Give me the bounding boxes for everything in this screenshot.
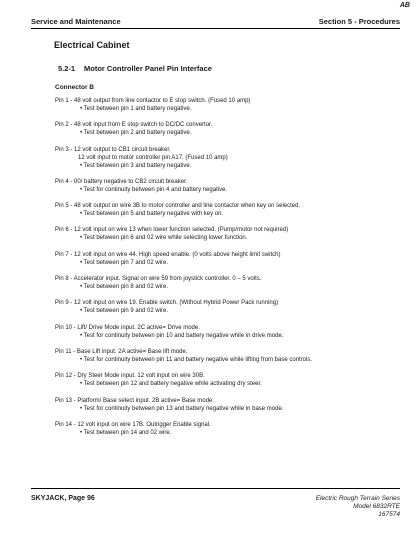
pin-entry [55, 348, 407, 364]
page-header [31, 17, 400, 26]
bullet-icon: • [80, 162, 84, 169]
bullet-icon: • [80, 130, 84, 137]
pin-entry [55, 178, 407, 194]
test-instruction-text: Test between pin 5 and battery negative with key on. [83, 211, 224, 218]
pin-test-instruction [55, 405, 407, 413]
test-instruction-text: Test between pin 8 and 02 wire. [83, 284, 169, 291]
pin-entry [55, 146, 407, 170]
test-instruction-text: Test between pin 2 and battery negative. [83, 130, 192, 137]
pin-test-instruction [55, 186, 407, 194]
test-instruction-text: Test for continuity between pin 4 and battery negative. [83, 186, 228, 193]
pin-entry [55, 97, 407, 113]
page-title: Electrical Cabinet [54, 40, 130, 50]
pin-description: Pin 12 - Dry Steer Mode input. 12 volt input on wire 30B. [55, 373, 205, 380]
test-instruction-text: Test between pin 12 and battery negative while activating dry steer. [83, 381, 262, 388]
test-instruction-text: Test between pin 7 and 02 wire. [83, 259, 169, 266]
pin-entry [55, 226, 407, 242]
subsection-heading [58, 64, 212, 73]
pin-description: Pin 2 - 48 volt input from E stop switch to DC/DC convertor. [55, 122, 213, 129]
footer-model-info [316, 495, 400, 519]
pin-test-instruction [55, 307, 407, 315]
pin-description: Pin 13 - Platform/ Base select input. 2B active= Base mode. [55, 397, 214, 404]
pin-test-instruction [55, 380, 407, 388]
test-instruction-text: Test between pin 6 and 02 wire while selecting lower function. [83, 235, 248, 242]
bullet-icon: • [80, 259, 84, 266]
bullet-icon: • [80, 211, 84, 218]
test-instruction-text: Test between pin 3 and battery negative. [83, 162, 192, 169]
pin-entry [55, 121, 407, 137]
pin-description: Pin 7 - 12 volt input on wire 44. High speed enable. (0 volts above height limit switch) [55, 251, 281, 258]
bullet-icon: • [80, 381, 84, 388]
bullet-icon: • [80, 356, 84, 363]
pin-description: Pin 11 - Base Lift input. 2A active= Base lift mode. [55, 348, 188, 355]
pin-entry [55, 299, 407, 315]
pin-entry [55, 251, 407, 267]
footer-doc-number: 167574 [378, 511, 400, 518]
footer-series: Electric Rough Terrain Series [315, 495, 400, 502]
pin-entry [55, 397, 407, 413]
pin-description: Pin 3 - 12 volt output to CB1 circuit breaker. [55, 146, 171, 153]
pin-test-instruction [55, 259, 407, 267]
test-instruction-text: Test between pin 1 and battery negative. [83, 106, 192, 112]
pin-description-continued: 12 volt input to motor controller pin A17. (Fused 10 amp) [78, 154, 228, 161]
pin-test-instruction [55, 105, 407, 113]
page-corner-tag: AB [399, 2, 410, 9]
pin-entry [55, 324, 407, 340]
footer-rule [31, 488, 400, 489]
bullet-icon: • [80, 405, 84, 412]
test-instruction-text: Test between pin 14 and 02 wire. [83, 429, 172, 436]
header-section-name: Service and Maintenance [31, 17, 121, 26]
pin-test-instruction [55, 356, 407, 364]
bullet-icon: • [80, 429, 84, 436]
subsection-title: Motor Controller Panel Pin Interface [84, 64, 212, 73]
pin-description: Pin 14 - 12 volt input on wire 17B. Outrigger Enable signal. [55, 421, 211, 428]
header-rule [31, 28, 400, 29]
pin-test-instruction [55, 162, 407, 170]
pin-test-instruction [55, 429, 407, 437]
test-instruction-text: Test for continuity between pin 11 and battery negative while lifting from base controls. [83, 356, 313, 363]
pin-description: Pin 4 - 00/ battery negative to CB2 circuit breaker. [55, 178, 188, 185]
pin-test-instruction [55, 210, 407, 218]
pin-description: Pin 1 - 48 volt output from line contactor to E stop switch. (Fused 10 amp) [55, 98, 251, 104]
test-instruction-text: Test for continuity between pin 13 and battery negative while in base mode. [83, 405, 284, 412]
header-section-number: Section 5 - Procedures [318, 17, 400, 26]
bullet-icon: • [80, 235, 84, 242]
pin-entry [55, 421, 407, 437]
pin-test-instruction [55, 129, 407, 137]
bullet-icon: • [80, 308, 84, 315]
pin-entry [55, 275, 407, 291]
connector-heading: Connector B [55, 84, 94, 91]
pin-description: Pin 9 - 12 volt input on wire 19. Enable switch. (Without Hybrid Power Pack running) [55, 300, 279, 307]
pin-entry [55, 372, 407, 388]
pin-entry [55, 202, 407, 218]
footer-page-label: SKYJACK, Page 96 [31, 495, 95, 502]
pin-description: Pin 5 - 48 volt output on wire 3B to motor controller and line contactor when key on selected. [55, 203, 301, 210]
bullet-icon: • [80, 186, 84, 193]
footer-model: Model 6832RTE [353, 503, 400, 510]
pin-description: Pin 6 - 12 volt input on wire 13 when lower function selected. (Pump/motor not required) [55, 227, 289, 234]
bullet-icon: • [80, 284, 84, 291]
pin-test-instruction [55, 283, 407, 291]
bullet-icon: • [80, 106, 84, 112]
pin-list [55, 97, 407, 445]
pin-test-instruction [55, 332, 407, 340]
pin-description: Pin 10 - Lift/ Drive Mode input. 2C active= Drive mode. [55, 324, 200, 331]
test-instruction-text: Test for continuity between pin 10 and battery negative while in drive mode. [83, 332, 284, 339]
pin-test-instruction [55, 234, 407, 242]
test-instruction-text: Test between pin 9 and 02 wire. [83, 308, 169, 315]
subsection-number: 5.2-1 [58, 64, 76, 73]
pin-description: Pin 8 - Accelerator input. Signal on wire 59 from joystick controller. 0 – 5 volts. [55, 276, 262, 283]
bullet-icon: • [80, 332, 84, 339]
